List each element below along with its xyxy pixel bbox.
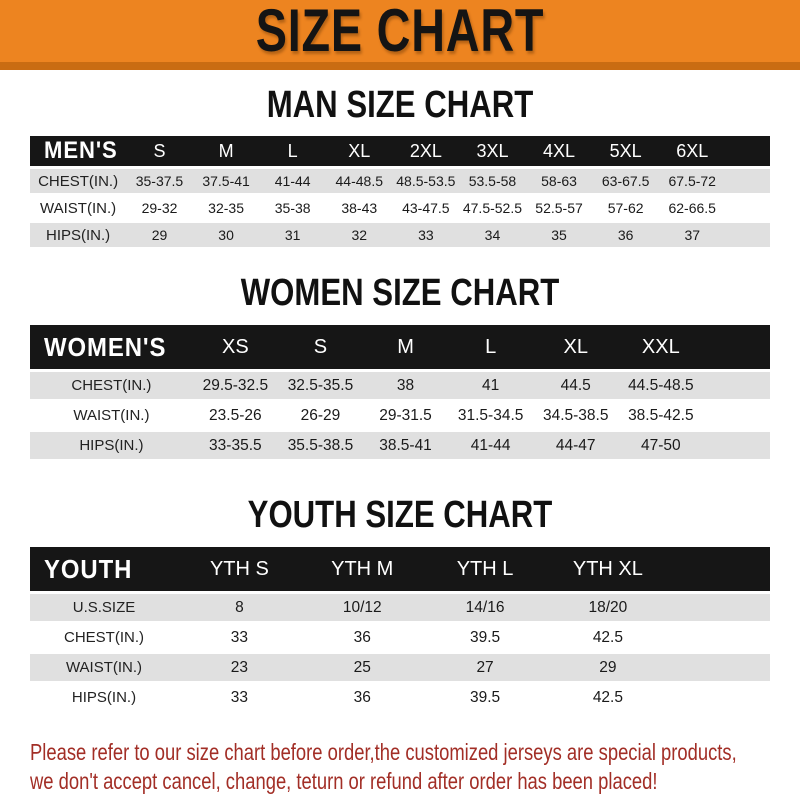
size-value: 26-29 [278, 402, 363, 429]
size-value: 25 [301, 654, 424, 681]
size-value: 38-43 [326, 196, 393, 220]
size-value: 23.5-26 [193, 402, 278, 429]
size-value: 41 [448, 372, 533, 399]
row-label: CHEST(IN.) [30, 624, 178, 651]
size-value: 29-32 [126, 196, 193, 220]
table-corner-label-text: MEN'S [44, 137, 118, 164]
size-value: 31.5-34.5 [448, 402, 533, 429]
youth-size-chart-heading: YOUTH SIZE CHART [247, 494, 553, 536]
spacer-cell [669, 594, 770, 621]
table-row [30, 624, 770, 651]
size-value: 36 [301, 624, 424, 651]
column-header: XL [533, 325, 618, 369]
table-row [30, 432, 770, 459]
size-value: 33 [393, 223, 460, 247]
row-label: CHEST(IN.) [30, 169, 126, 193]
size-value: 44.5 [533, 372, 618, 399]
size-value: 33 [178, 624, 301, 651]
size-value: 29 [126, 223, 193, 247]
women-size-chart-section [0, 273, 800, 462]
column-header: 6XL [659, 136, 726, 166]
youth-size-chart-section [0, 495, 800, 714]
size-value: 44-48.5 [326, 169, 393, 193]
column-header: S [278, 325, 363, 369]
size-value: 41-44 [448, 432, 533, 459]
column-header: 2XL [393, 136, 460, 166]
size-value: 30 [193, 223, 260, 247]
size-value: 62-66.5 [659, 196, 726, 220]
column-header: M [193, 136, 260, 166]
size-value: 29-31.5 [363, 402, 448, 429]
column-header: 3XL [459, 136, 526, 166]
size-value: 29.5-32.5 [193, 372, 278, 399]
size-value: 39.5 [424, 624, 547, 651]
size-chart-title: SIZE CHART [255, 0, 545, 64]
spacer-cell [726, 169, 770, 193]
spacer-cell [726, 196, 770, 220]
table-header-row [30, 136, 770, 166]
column-header: L [448, 325, 533, 369]
size-value: 38.5-42.5 [618, 402, 703, 429]
column-header: 4XL [526, 136, 593, 166]
size-value: 52.5-57 [526, 196, 593, 220]
size-value: 36 [301, 684, 424, 711]
spacer-cell [669, 654, 770, 681]
size-value: 39.5 [424, 684, 547, 711]
row-label: HIPS(IN.) [30, 223, 126, 247]
column-header: M [363, 325, 448, 369]
column-header: YTH M [301, 547, 424, 591]
size-value: 32 [326, 223, 393, 247]
row-label: WAIST(IN.) [30, 196, 126, 220]
size-value: 35-38 [259, 196, 326, 220]
size-value: 33-35.5 [193, 432, 278, 459]
size-value: 47-50 [618, 432, 703, 459]
size-chart-banner [0, 0, 800, 70]
size-value: 35.5-38.5 [278, 432, 363, 459]
disclaimer [30, 738, 800, 796]
man-size-chart-heading: MAN SIZE CHART [266, 84, 534, 126]
size-value: 47.5-52.5 [459, 196, 526, 220]
size-value: 38.5-41 [363, 432, 448, 459]
size-value: 37 [659, 223, 726, 247]
size-value: 34 [459, 223, 526, 247]
size-value: 33 [178, 684, 301, 711]
table-row [30, 372, 770, 399]
size-value: 42.5 [546, 684, 669, 711]
size-value: 41-44 [259, 169, 326, 193]
table-corner-label [30, 136, 126, 166]
size-value: 8 [178, 594, 301, 621]
spacer-cell [726, 136, 770, 166]
table-header-row [30, 547, 770, 591]
column-header: YTH S [178, 547, 301, 591]
table-corner-label [30, 325, 193, 369]
row-label: CHEST(IN.) [30, 372, 193, 399]
spacer-cell [703, 325, 770, 369]
size-value: 63-67.5 [592, 169, 659, 193]
women-size-chart-table [30, 322, 770, 462]
column-header: S [126, 136, 193, 166]
youth-size-chart-table [30, 544, 770, 714]
size-value: 42.5 [546, 624, 669, 651]
row-label: WAIST(IN.) [30, 654, 178, 681]
table-row [30, 402, 770, 429]
size-value: 35 [526, 223, 593, 247]
man-size-chart-table [30, 133, 770, 250]
table-row [30, 594, 770, 621]
spacer-cell [703, 402, 770, 429]
table-corner-label-text: WOMEN'S [44, 331, 167, 362]
size-value: 31 [259, 223, 326, 247]
size-value: 18/20 [546, 594, 669, 621]
column-header: 5XL [592, 136, 659, 166]
size-value: 10/12 [301, 594, 424, 621]
table-row [30, 223, 770, 247]
size-value: 35-37.5 [126, 169, 193, 193]
spacer-cell [726, 223, 770, 247]
table-corner-label [30, 547, 178, 591]
row-label: U.S.SIZE [30, 594, 178, 621]
column-header: XS [193, 325, 278, 369]
table-row [30, 196, 770, 220]
size-value: 58-63 [526, 169, 593, 193]
man-size-chart-section [0, 85, 800, 250]
size-value: 36 [592, 223, 659, 247]
row-label: HIPS(IN.) [30, 432, 193, 459]
spacer-cell [703, 372, 770, 399]
row-label: WAIST(IN.) [30, 402, 193, 429]
row-label: HIPS(IN.) [30, 684, 178, 711]
size-value: 53.5-58 [459, 169, 526, 193]
size-value: 32.5-35.5 [278, 372, 363, 399]
size-value: 23 [178, 654, 301, 681]
table-corner-label-text: YOUTH [44, 553, 133, 584]
size-value: 67.5-72 [659, 169, 726, 193]
table-row [30, 169, 770, 193]
column-header: YTH L [424, 547, 547, 591]
column-header: XL [326, 136, 393, 166]
size-value: 48.5-53.5 [393, 169, 460, 193]
column-header: YTH XL [546, 547, 669, 591]
table-header-row [30, 325, 770, 369]
size-value: 27 [424, 654, 547, 681]
spacer-cell [669, 624, 770, 651]
size-value: 37.5-41 [193, 169, 260, 193]
table-row [30, 654, 770, 681]
column-header: XXL [618, 325, 703, 369]
size-value: 44.5-48.5 [618, 372, 703, 399]
size-value: 14/16 [424, 594, 547, 621]
size-value: 57-62 [592, 196, 659, 220]
disclaimer-line-1: Please refer to our size chart before order,the customized jerseys are special products, [30, 739, 737, 765]
spacer-cell [703, 432, 770, 459]
size-value: 34.5-38.5 [533, 402, 618, 429]
table-row [30, 684, 770, 711]
spacer-cell [669, 547, 770, 591]
size-value: 38 [363, 372, 448, 399]
size-chart-sections [0, 85, 800, 714]
women-size-chart-heading: WOMEN SIZE CHART [240, 272, 560, 314]
size-value: 44-47 [533, 432, 618, 459]
size-value: 29 [546, 654, 669, 681]
size-value: 32-35 [193, 196, 260, 220]
size-value: 43-47.5 [393, 196, 460, 220]
spacer-cell [669, 684, 770, 711]
column-header: L [259, 136, 326, 166]
disclaimer-line-2: we don't accept cancel, change, teturn or refund after order has been placed! [30, 768, 658, 794]
